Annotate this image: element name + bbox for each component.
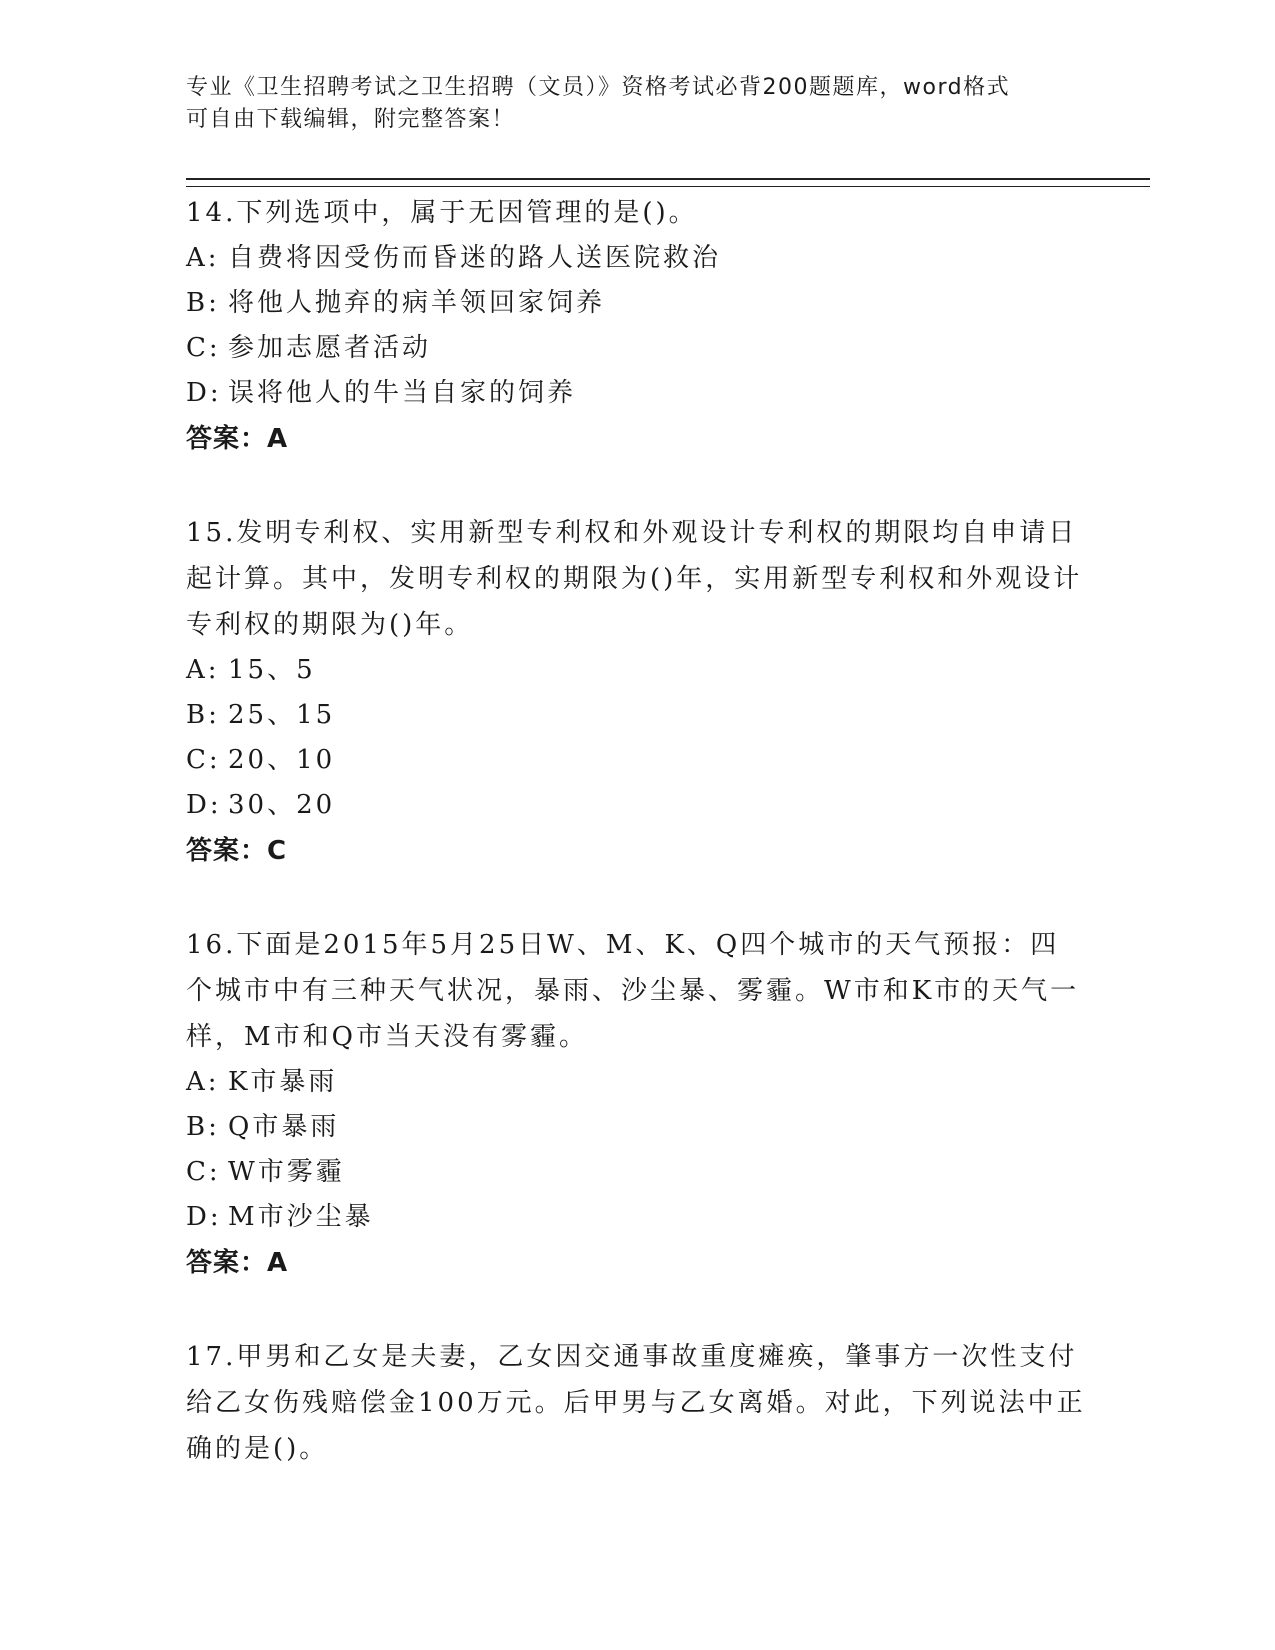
option-text: 参加志愿者活动 [228,333,432,363]
option-b [186,693,1086,738]
option-key: D: [186,1202,222,1232]
option-key: A: [186,655,220,685]
option-text: W市雾霾 [228,1157,345,1187]
header-double-rule [186,178,1150,187]
option-text: 20、10 [228,745,336,775]
question-15 [186,510,1086,874]
question-17 [186,1334,1086,1472]
option-text: 误将他人的牛当自家的饲养 [228,378,577,408]
question-14 [186,190,1086,462]
option-key: D: [186,378,222,408]
option-key: C: [186,1157,221,1187]
option-text: K市暴雨 [228,1067,338,1097]
option-a [186,236,1086,281]
document-header [186,72,1066,136]
option-key: B: [186,1112,220,1142]
question-stem: 15.发明专利权、实用新型专利权和外观设计专利权的期限均自申请日起计算。其中，发明专利权的期限为()年，实用新型专利权和外观设计专利权的期限为()年。 [186,518,1083,640]
option-c [186,1150,1086,1195]
option-d [186,371,1086,416]
option-key: B: [186,700,220,730]
question-16 [186,922,1086,1286]
option-text: 15、5 [228,655,316,685]
option-text: M市沙尘暴 [228,1202,374,1232]
option-key: D: [186,790,222,820]
question-stem: 16.下面是2015年5月25日W、M、K、Q四个城市的天气预报：四个城市中有三种天气状况，暴雨、沙尘暴、雾霾。W市和K市的天气一样，M市和Q市当天没有雾霾。 [186,930,1080,1052]
question-stem: 17.甲男和乙女是夫妻，乙女因交通事故重度瘫痪，肇事方一次性支付给乙女伤残赔偿金100万元。后甲男与乙女离婚。对此，下列说法中正确的是()。 [186,1342,1086,1464]
option-text: Q市暴雨 [228,1112,340,1142]
option-key: A: [186,243,220,273]
option-key: A: [186,1067,220,1097]
option-b [186,281,1086,326]
answer-line: 答案：A [186,1248,289,1278]
option-c [186,738,1086,783]
header-line-2: 可自由下载编辑，附完整答案！ [186,107,516,132]
option-key: C: [186,333,221,363]
option-b [186,1105,1086,1150]
option-text: 自费将因受伤而昏迷的路人送医院救治 [228,243,722,273]
option-key: B: [186,288,220,318]
option-d [186,783,1086,828]
option-text: 30、20 [228,790,336,820]
answer-line: 答案：C [186,836,288,866]
option-a [186,1060,1086,1105]
option-key: C: [186,745,221,775]
option-a [186,648,1086,693]
option-text: 将他人抛弃的病羊领回家饲养 [228,288,606,318]
answer-line: 答案：A [186,424,289,454]
option-c [186,326,1086,371]
option-text: 25、15 [228,700,336,730]
question-stem: 14.下列选项中，属于无因管理的是()。 [186,198,698,228]
option-d [186,1195,1086,1240]
header-line-1: 专业《卫生招聘考试之卫生招聘（文员）》资格考试必背200题题库，word格式 [186,75,1011,100]
question-list [186,190,1086,1520]
